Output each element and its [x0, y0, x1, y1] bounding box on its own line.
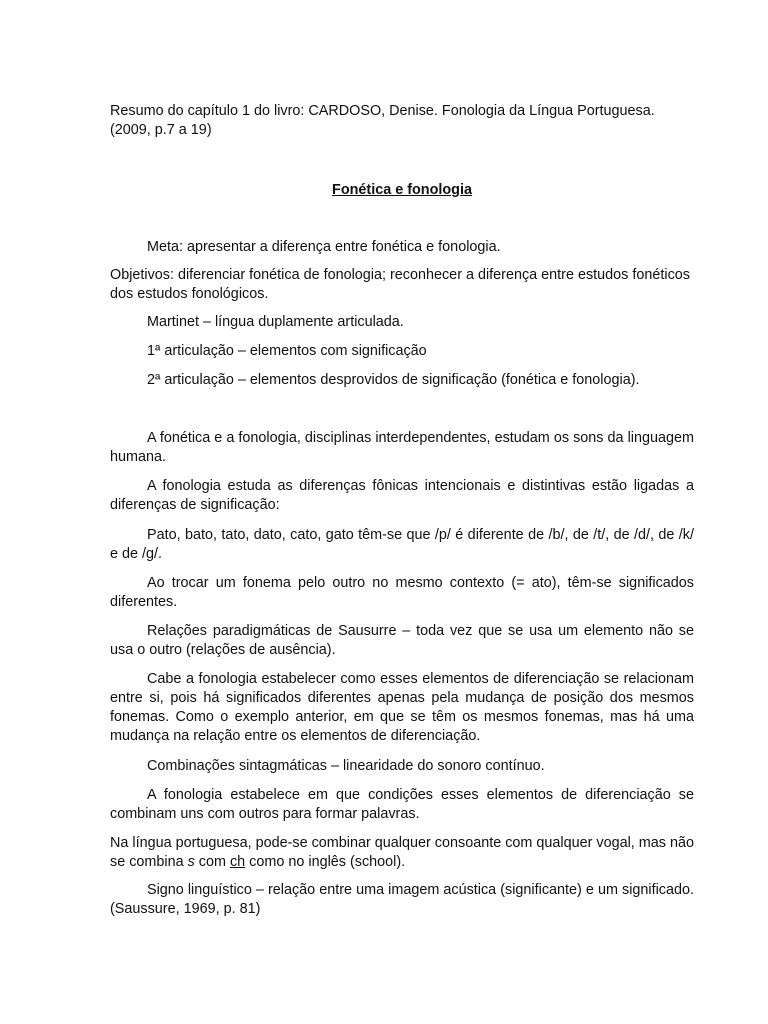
underlined-ch: ch: [229, 854, 246, 870]
paragraph-meta: Meta: apresentar a diferença entre fonética e fonologia.: [147, 239, 501, 255]
text-segment: com: [194, 854, 230, 870]
page-title: Fonética e fonologia: [332, 182, 472, 198]
paragraph-martinet: Martinet – língua duplamente articulada.: [147, 314, 404, 330]
paragraph-exemplo-pato: Pato, bato, tato, dato, cato, gato têm-se que /p/ é diferente de /b/, de /t/, de /d/, de /k/ e de /g/.: [110, 527, 694, 562]
paragraph-first-articulation: 1ª articulação – elementos com significação: [147, 343, 427, 359]
paragraph-diferencas-fonicas: A fonologia estuda as diferenças fônicas intencionais e distintivas estão ligadas a diferenças de significação:: [110, 478, 694, 513]
paragraph-second-articulation: 2ª articulação – elementos desprovidos de significação (fonética e fonologia).: [147, 372, 640, 388]
paragraph-combinacoes: Combinações sintagmáticas – linearidade do sonoro contínuo.: [147, 758, 545, 774]
paragraph-lingua-portuguesa: [110, 834, 694, 872]
paragraph-signo-linguistico: Signo linguístico – relação entre uma imagem acústica (significante) e um significado. (Saussure, 1969, p. 81): [110, 882, 694, 917]
reference-header: Resumo do capítulo 1 do livro: CARDOSO, Denise. Fonologia da Língua Portuguesa. (2009, p.7 a 19): [110, 103, 655, 138]
text-segment: como no inglês (school).: [245, 854, 406, 870]
paragraph-fonetica-fonologia: A fonética e a fonologia, disciplinas interdependentes, estudam os sons da linguagem humana.: [110, 430, 694, 465]
italic-s: s: [187, 854, 195, 870]
paragraph-trocar-fonema: Ao trocar um fonema pelo outro no mesmo contexto (= ato), têm-se significados diferentes.: [110, 575, 694, 610]
text-segment: Na língua portuguesa, pode-se combinar qualquer consoante com qualquer vogal, mas não se combina: [110, 835, 694, 870]
paragraph-objetivos: Objetivos: diferenciar fonética de fonologia; reconhecer a diferença entre estudos fonéticos dos estudos fonológicos.: [110, 267, 690, 302]
paragraph-fonologia-estabelece: A fonologia estabelece em que condições esses elementos de diferenciação se combinam uns com outros para formar palavras.: [110, 787, 694, 822]
paragraph-relacoes-paradigmaticas: Relações paradigmáticas de Sausurre – toda vez que se usa um elemento não se usa o outro (relações de ausência).: [110, 623, 694, 658]
paragraph-cabe-fonologia: Cabe a fonologia estabelecer como esses elementos de diferenciação se relacionam entre si, pois há significados diferentes apenas pela mudança de posição dos mesmos fonemas. Como o exemplo anterior, em que se têm os mesmos fonemas, mas há uma mudança na relação entre os elementos de diferenciação.: [110, 671, 694, 744]
